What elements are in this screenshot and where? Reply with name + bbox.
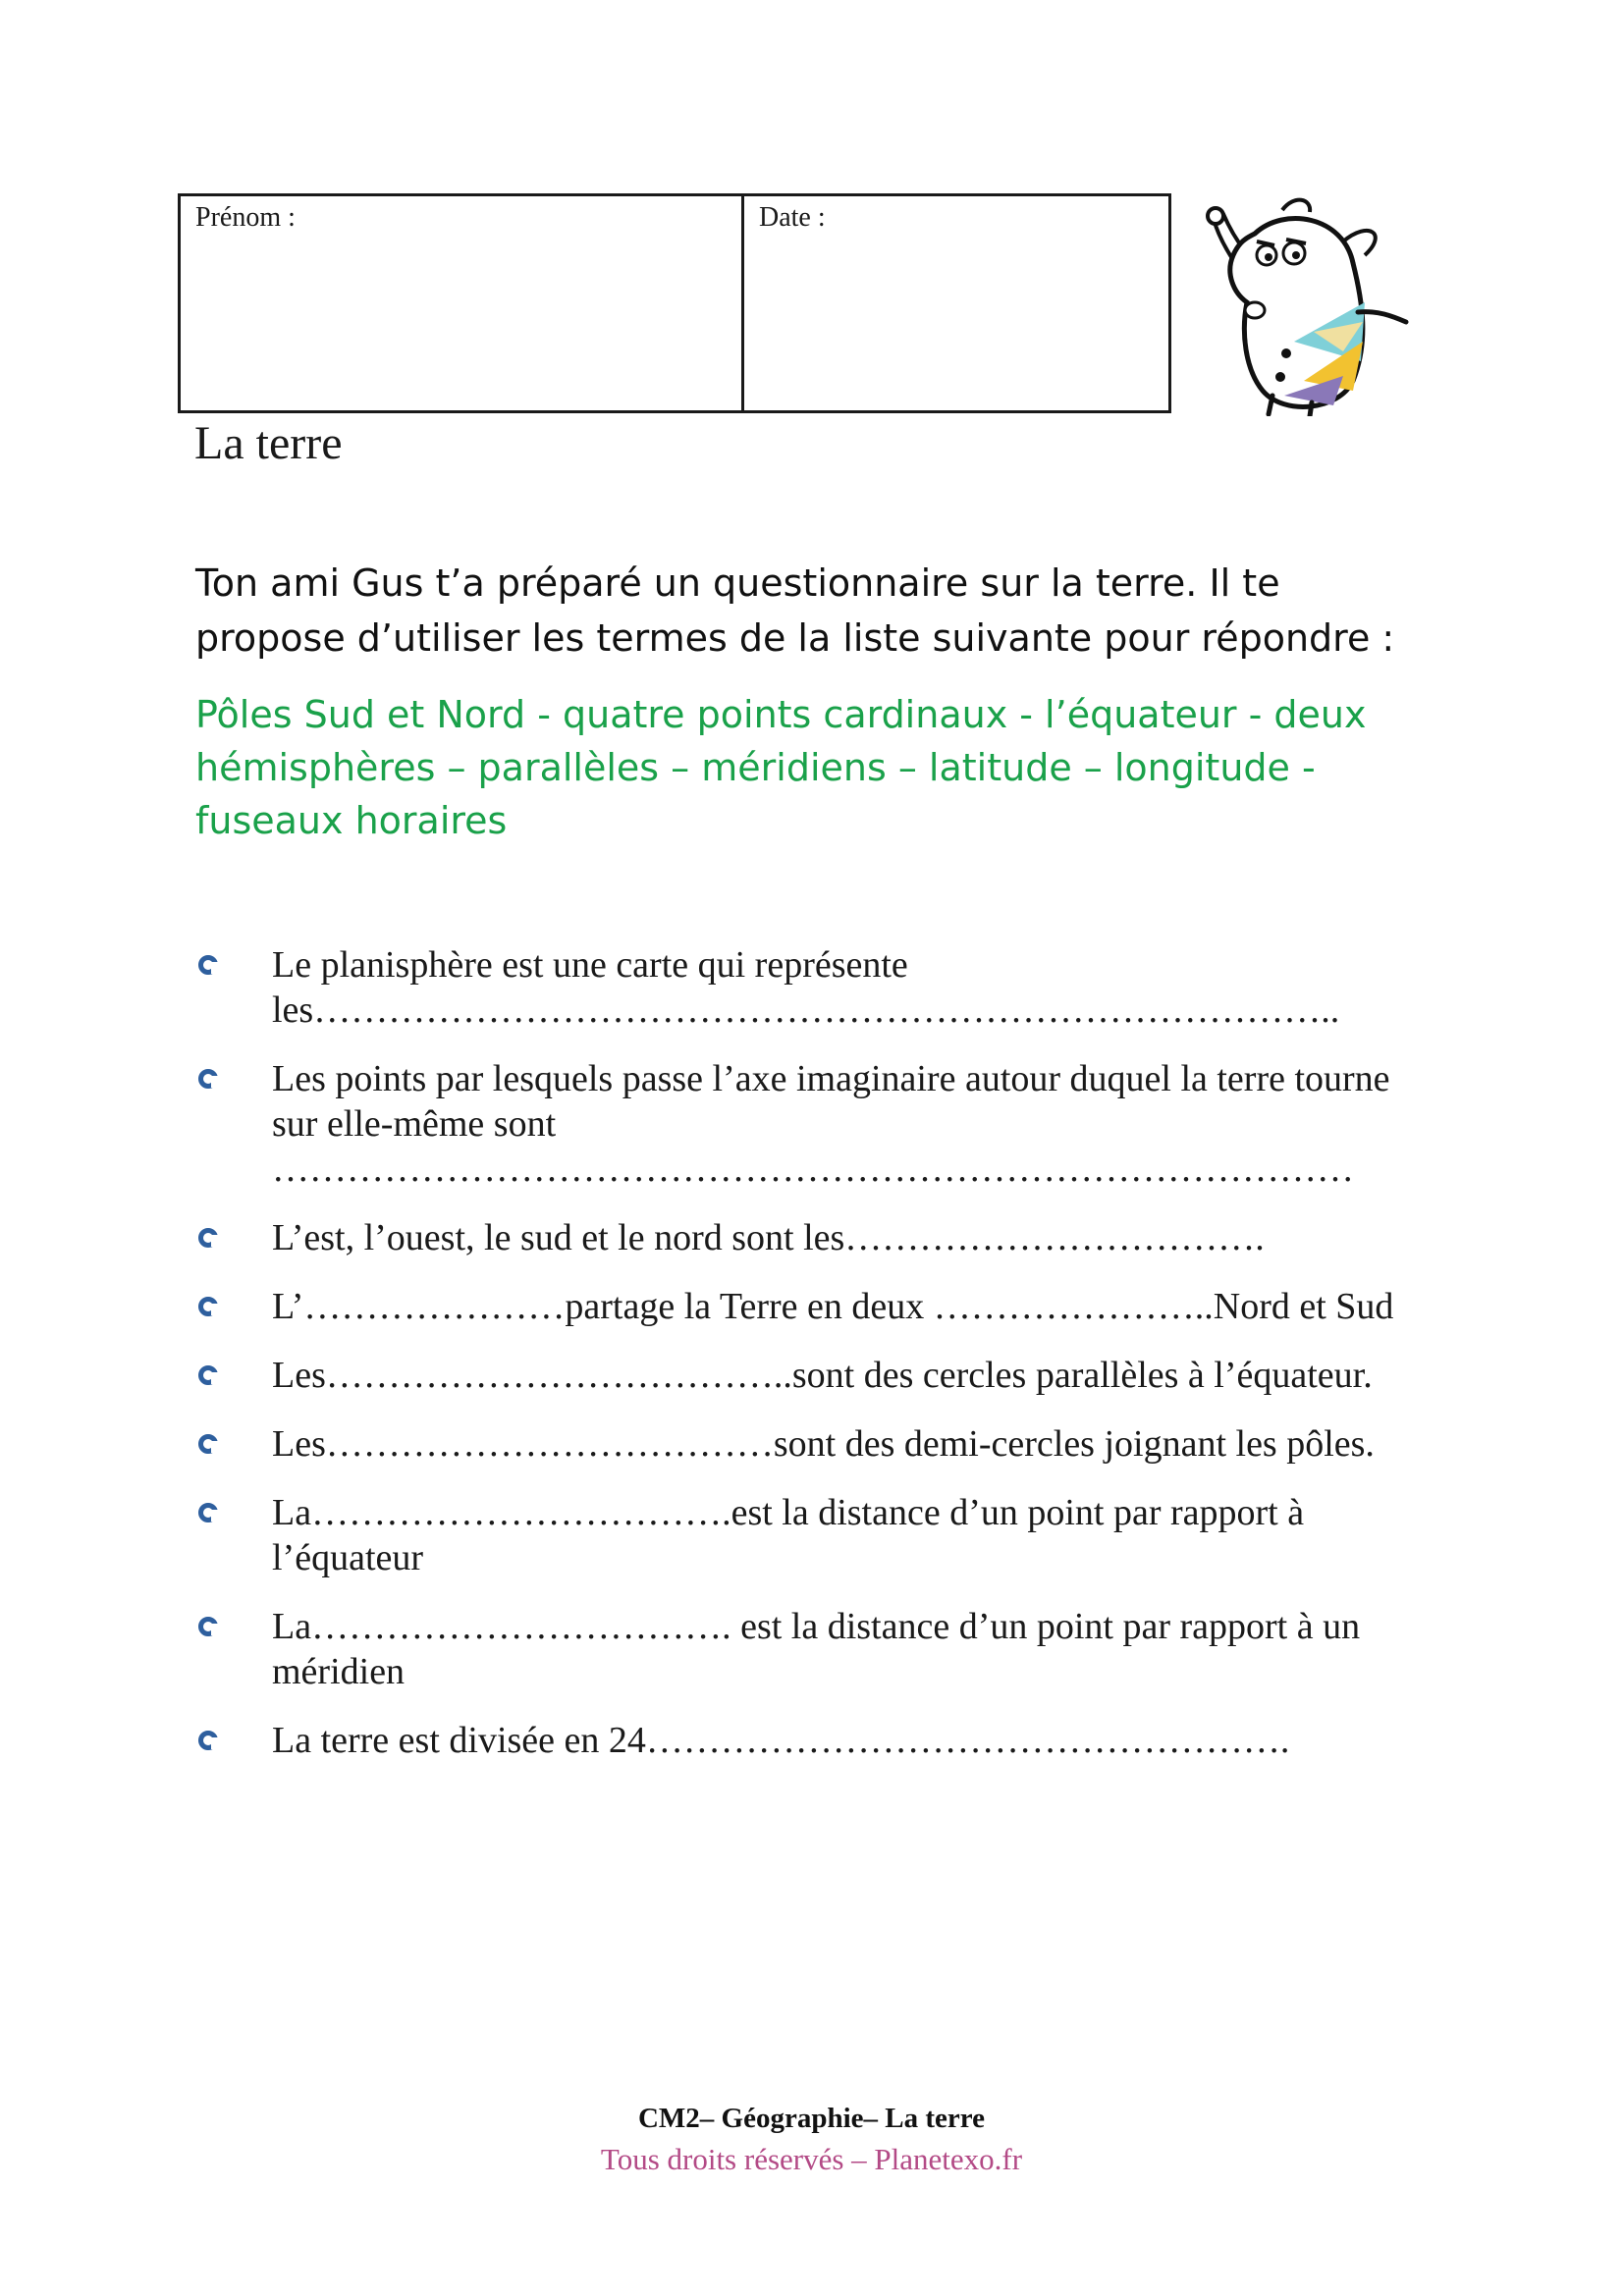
ring-bullet-icon (198, 1297, 218, 1316)
date-field[interactable] (744, 196, 1168, 410)
ring-bullet-icon (198, 1228, 218, 1248)
question-text: Les………………………………..sont des cercles parallèles à l’équateur. (272, 1355, 1373, 1396)
question-item (195, 1421, 1433, 1467)
question-list (195, 942, 1433, 1787)
question-item (195, 1056, 1433, 1192)
question-text: Les points par lesquels passe l’axe imaginaire autour duquel la terre tourne sur elle-même sont …………………………………………………………………………… (272, 1058, 1390, 1190)
ring-bullet-icon (198, 1365, 218, 1385)
question-item (195, 1718, 1433, 1763)
prenom-field[interactable] (181, 196, 744, 410)
prenom-label: Prénom : (195, 202, 296, 233)
question-item (195, 1284, 1433, 1329)
terms-list: Pôles Sud et Nord - quatre points cardinaux - l’équateur - deux hémisphères – parallèles – méridiens – latitude – longitude - fuseaux horaires (195, 693, 1367, 842)
question-item (195, 1353, 1433, 1398)
ring-bullet-icon (198, 1617, 218, 1636)
footer-rights: Tous droits réservés – Planetexo.fr (600, 2142, 1023, 2176)
question-item (195, 1215, 1433, 1260)
question-text: L’…………………partage la Terre en deux …………………..Nord et Sud (272, 1286, 1394, 1327)
name-date-box (178, 193, 1171, 413)
ring-bullet-icon (198, 1434, 218, 1454)
question-text: Les………………………………sont des demi-cercles joignant les pôles. (272, 1423, 1375, 1465)
question-text: La…………………………….est la distance d’un point par rapport à l’équateur (272, 1492, 1314, 1578)
question-text: Le planisphère est une carte qui représente les……………………………………………………………………….. (272, 944, 1340, 1031)
ring-bullet-icon (198, 955, 218, 975)
sheep-mascot-icon (1196, 194, 1414, 416)
question-item (195, 1490, 1433, 1580)
ring-bullet-icon (198, 1731, 218, 1750)
page-title: La terre (194, 417, 343, 469)
intro-text: Ton ami Gus t’a préparé un questionnaire sur la terre. Il te propose d’utiliser les termes de la liste suivante pour répondre : (195, 561, 1395, 660)
question-item (195, 1604, 1433, 1694)
question-item (195, 942, 1433, 1033)
question-text: La……………………………. est la distance d’un point par rapport à un méridien (272, 1606, 1370, 1692)
ring-bullet-icon (198, 1503, 218, 1522)
question-text: La terre est divisée en 24……………………………………………. (272, 1720, 1290, 1761)
date-label: Date : (759, 202, 826, 233)
ring-bullet-icon (198, 1069, 218, 1089)
question-text: L’est, l’ouest, le sud et le nord sont les……………………………. (272, 1217, 1265, 1258)
footer-title: CM2– Géographie– La terre (637, 2103, 985, 2134)
